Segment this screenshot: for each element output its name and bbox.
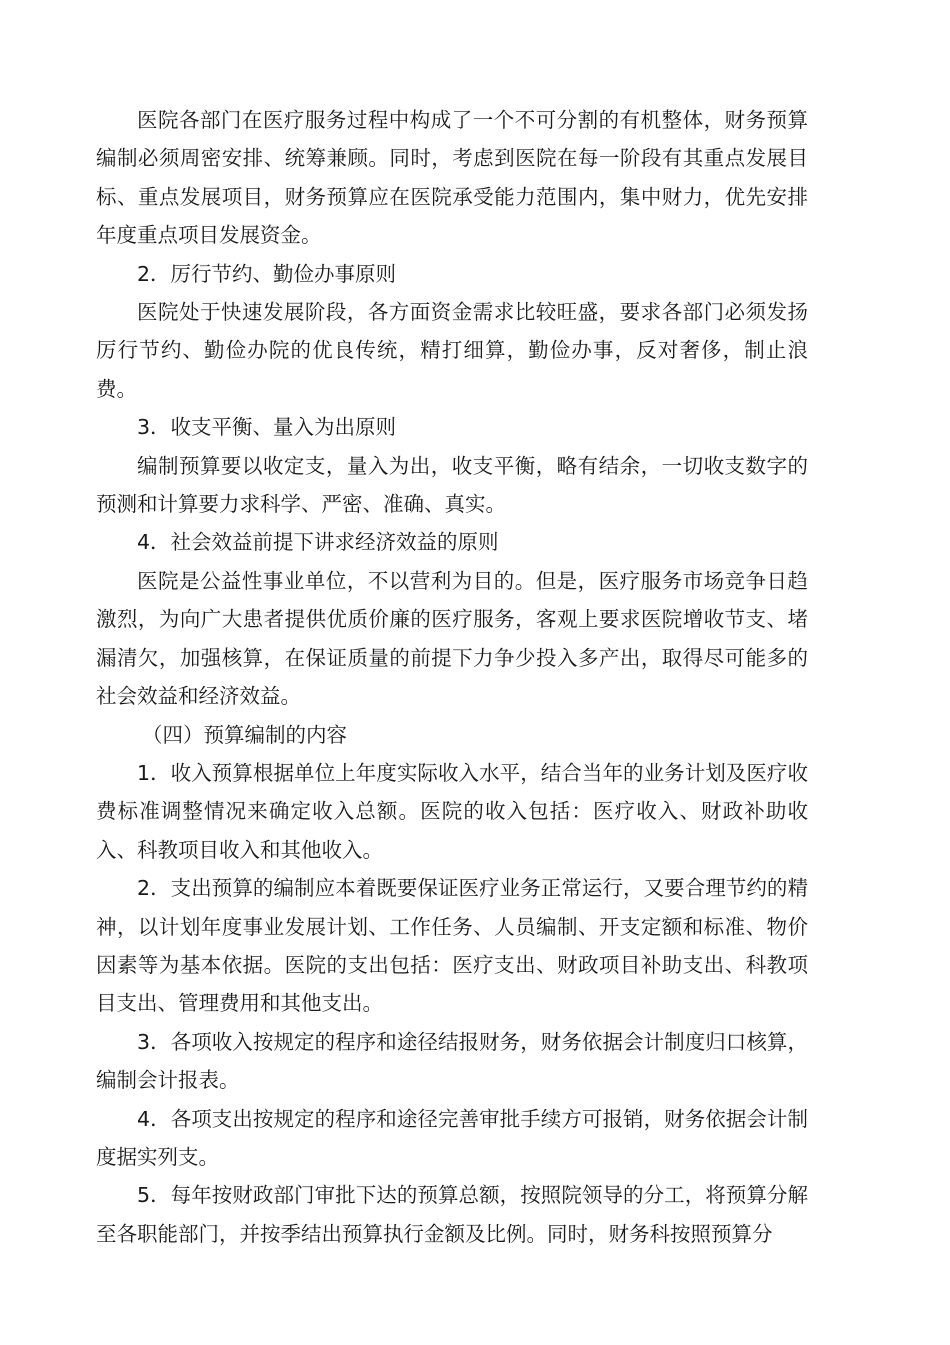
paragraph-expense-approval: 4．各项支出按规定的程序和途径完善审批手续方可报销，财务依据会计制度据实列支。: [96, 1106, 808, 1169]
heading-principle-balance: 3．收支平衡、量入为出原则: [137, 415, 397, 440]
heading-principle-benefit: 4．社会效益前提下讲求经济效益的原则: [137, 530, 499, 555]
section-heading-budget-content: （四）预算编制的内容: [142, 722, 347, 747]
document-body: [96, 101, 808, 1253]
paragraph-income-reporting: 3．各项收入按规定的程序和途径结报财务，财务依据会计制度归口核算，编制会计报表。: [96, 1029, 808, 1093]
heading-principle-thrift: 2．厉行节约、勤俭办事原则: [137, 261, 397, 286]
paragraph-overall-planning: 医院各部门在医疗服务过程中构成了一个不可分割的有机整体，财务预算编制必须周密安排、统筹兼顾。同时，考虑到医院在每一阶段有其重点发展目标、重点发展项目，财务预算应在医院承受能力范围内，集中财力，优先安排年度重点项目发展资金。: [96, 108, 808, 248]
paragraph-thrift: 医院处于快速发展阶段，各方面资金需求比较旺盛，要求各部门必须发扬厉行节约、勤俭办院的优良传统，精打细算，勤俭办事，反对奢侈，制止浪费。: [96, 300, 808, 401]
paragraph-benefit: 医院是公益性事业单位，不以营利为目的。但是，医疗服务市场竞争日趋激烈，为向广大患者提供优质价廉的医疗服务，客观上要求医院增收节支、堵漏清欠，加强核算，在保证质量的前提下力争少投入多产出，取得尽可能多的社会效益和经济效益。: [96, 568, 808, 709]
paragraph-expense-budget: 2．支出预算的编制应本着既要保证医疗业务正常运行，又要合理节约的精神，以计划年度事业发展计划、工作任务、人员编制、开支定额和标准、物价因素等为基本依据。医院的支出包括：医疗支出、财政项目补助支出、科教项目支出、管理费用和其他支出。: [96, 876, 808, 1016]
paragraph-budget-allocation: 5．每年按财政部门审批下达的预算总额，按照院领导的分工，将预算分解至各职能部门，并按季结出预算执行金额及比例。同时，财务科按照预算分: [96, 1183, 808, 1246]
paragraph-balance: 编制预算要以收定支，量入为出，收支平衡，略有结余，一切收支数字的预测和计算要力求科学、严密、准确、真实。: [96, 453, 808, 517]
paragraph-income-budget: 1．收入预算根据单位上年度实际收入水平，结合当年的业务计划及医疗收费标准调整情况来确定收入总额。医院的收入包括：医疗收入、财政补助收入、科教项目收入和其他收入。: [96, 760, 808, 862]
